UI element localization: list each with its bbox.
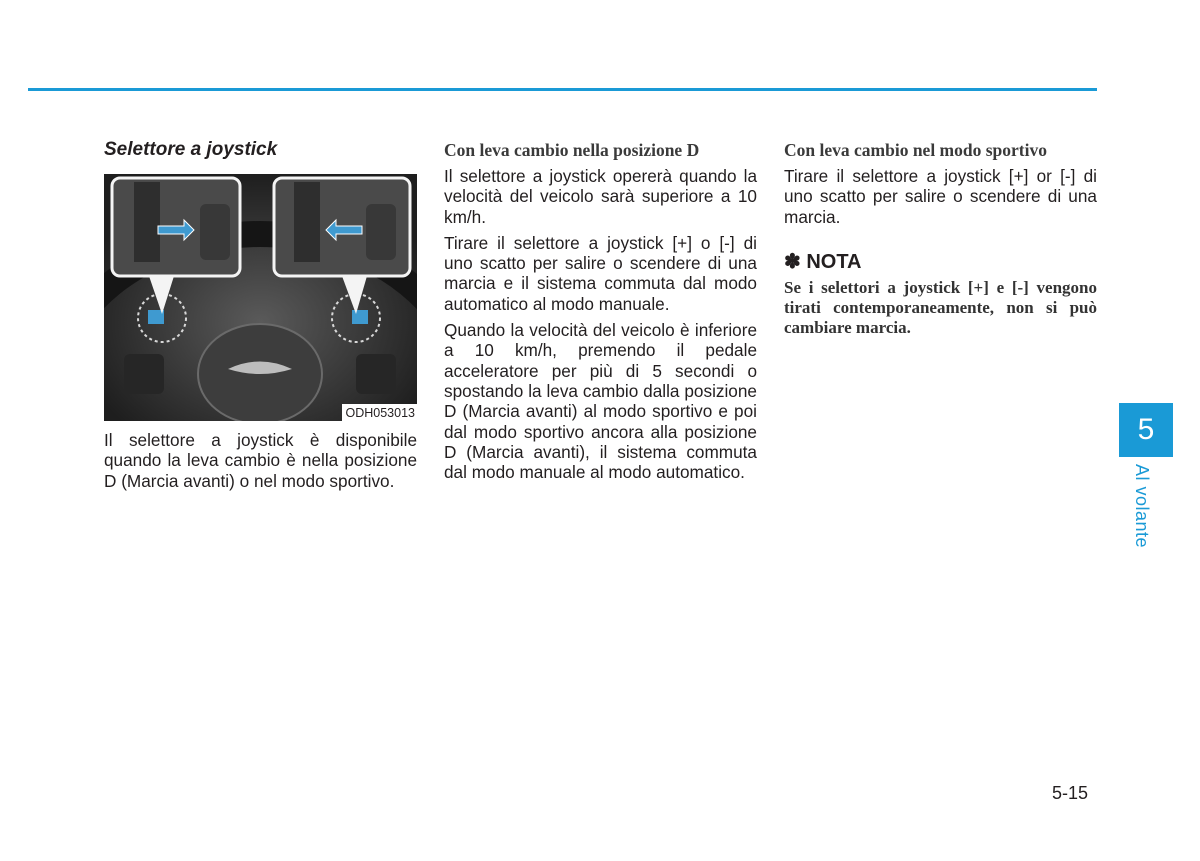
joystick-availability-text: Il selettore a joystick è disponibile quando la leva cambio è nella posizione D (Marcia avanti) o nel modo sportivo. — [104, 430, 417, 491]
note-body: Se i selettori a joystick [+] e [-] vengono tirati contemporaneamente, non si può cambiare marcia. — [784, 277, 1097, 338]
column-right — [784, 138, 1097, 339]
page-number: 5-15 — [1052, 783, 1089, 803]
column-left — [104, 138, 417, 497]
column-middle — [444, 138, 757, 488]
header-rule — [28, 88, 1097, 91]
chapter-number-tab: 5 — [1119, 403, 1173, 457]
chapter-label: Al volante — [1132, 464, 1152, 549]
paragraph: Tirare il selettore a joystick [+] or [-] di uno scatto per salire o scendere di una marcia. — [784, 166, 1097, 227]
section-title-joystick: Selettore a joystick — [104, 139, 278, 160]
paragraph: Tirare il selettore a joystick [+] o [-] di uno scatto per salire o scendere di una marcia e il sistema commuta dal modo automatico al modo manuale. — [444, 232, 757, 314]
steering-wheel-image — [104, 174, 417, 421]
section-title-sport-mode: Con leva cambio nel modo sportivo — [784, 140, 1047, 160]
paragraph: Il selettore a joystick opererà quando la velocità del veicolo sarà superiore a 10 km/h. — [444, 166, 757, 227]
section-title-position-d: Con leva cambio nella posizione D — [444, 140, 700, 160]
paragraph: Quando la velocità del veicolo è inferiore a 10 km/h, premendo il pedale acceleratore per più di 5 secondi o spostando la leva cambio dalla posizione D (Marcia avanti) al modo sportivo e poi dal modo sportivo ancora alla posizione D (Marcia avanti), il sistema commuta dal modo manuale al modo automatico. — [444, 320, 757, 483]
steering-wheel-illustration — [104, 174, 417, 421]
note-title: ✽ NOTA — [784, 250, 862, 273]
figure-code: ODH053013 — [342, 404, 418, 421]
